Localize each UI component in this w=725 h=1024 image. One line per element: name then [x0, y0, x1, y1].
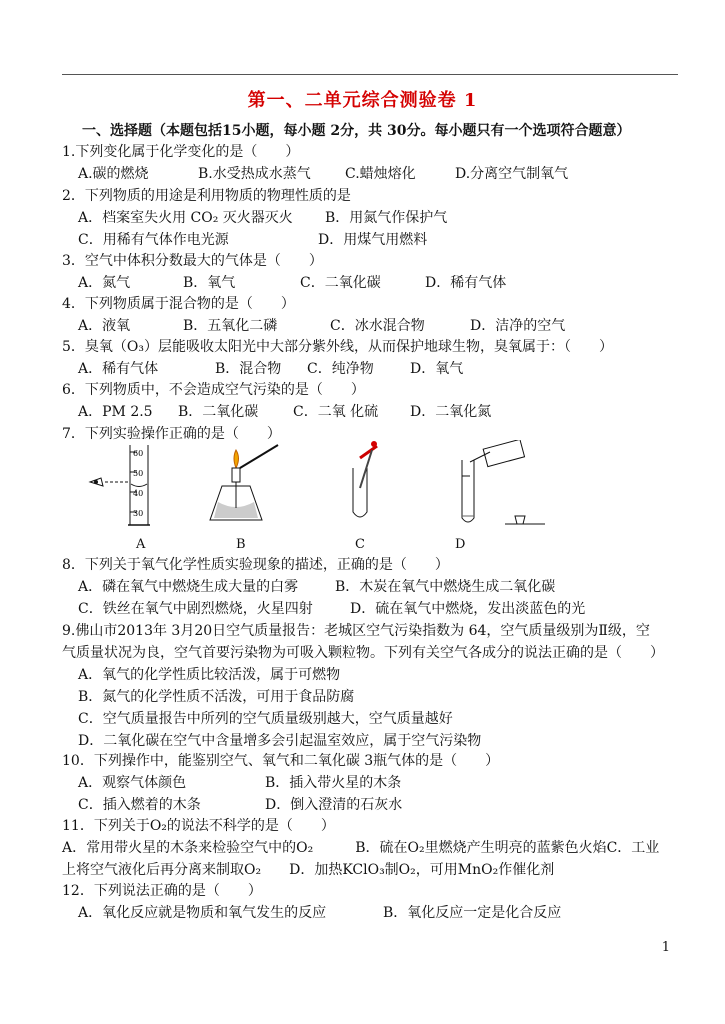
- question-4-stem: 4．下列物质属于混合物的是（ ）: [62, 296, 295, 312]
- question-12-stem: 12．下列说法正确的是（ ）: [62, 883, 262, 899]
- q6-option-b: B．二氧化碳: [178, 404, 259, 420]
- q8-option-c: C．铁丝在氧气中剧烈燃烧，火星四射: [78, 601, 313, 617]
- question-8-stem: 8．下列关于氧气化学性质实验现象的描述，正确的是（ ）: [62, 557, 449, 573]
- figure-label-b: B: [236, 537, 246, 552]
- q8-option-b: B．木炭在氧气中燃烧生成二氧化碳: [335, 579, 556, 595]
- question-9-stem-line1: 9.佛山市2013年 3月20日空气质量报告：老城区空气污染指数为 64，空气质量级别为Ⅱ级，空: [62, 623, 650, 639]
- q6-option-d: D．二氧化氮: [410, 404, 492, 420]
- q6-option-a: A．PM 2.5: [78, 404, 153, 420]
- q3-option-a: A．氮气: [78, 275, 131, 291]
- q9-option-a: A．氧气的化学性质比较活泼，属于可燃物: [78, 667, 341, 683]
- q5-option-a: A．稀有气体: [78, 361, 159, 377]
- question-11-options-line1: A．常用带火星的木条来检验空气中的O₂ B．硫在O₂里燃烧产生明亮的蓝紫色火焰C．工业: [62, 840, 660, 856]
- q9-option-d: D．二氧化碳在空气中含量增多会引起温室效应，属于空气污染物: [78, 733, 482, 749]
- q3-option-c: C．二氧化碳: [300, 275, 381, 291]
- q10-option-d: D．倒入澄清的石灰水: [265, 797, 403, 813]
- q4-option-c: C．冰水混合物: [330, 318, 425, 334]
- q3-option-b: B．氧气: [183, 275, 236, 291]
- q8-option-a: A．磷在氧气中燃烧生成大量的白雾: [78, 579, 299, 595]
- q4-option-a: A．液氧: [78, 318, 131, 334]
- q2-option-b: B．用氮气作保护气: [325, 210, 448, 226]
- question-11-options-line2: 上将空气液化后再分离来制取O₂ D．加热KClO₃制O₂，可用MnO₂作催化剂: [62, 862, 555, 878]
- q1-option-a: A.碳的燃烧: [78, 166, 149, 182]
- question-6-stem: 6．下列物质中，不会造成空气污染的是（ ）: [62, 382, 365, 398]
- question-10-stem: 10．下列操作中，能鉴别空气、氧气和二氧化碳 3瓶气体的是（ ）: [62, 753, 500, 769]
- lab-figures: [0, 440, 725, 550]
- q1-option-b: B.水受热成水蒸气: [198, 166, 311, 182]
- question-7-stem: 7．下列实验操作正确的是（ ）: [62, 426, 281, 442]
- q10-option-c: C．插入燃着的木条: [78, 797, 201, 813]
- q3-option-d: D．稀有气体: [425, 275, 507, 291]
- figure-label-a: A: [136, 537, 146, 552]
- q1-option-d: D.分离空气制氧气: [455, 166, 569, 182]
- q2-option-d: D．用煤气用燃料: [318, 232, 428, 248]
- q5-option-b: B．混合物: [215, 361, 282, 377]
- q10-option-b: B．插入带火星的木条: [265, 775, 402, 791]
- question-11-stem: 11．下列关于O₂的说法不科学的是（ ）: [62, 818, 335, 834]
- tick-label: 40: [133, 489, 144, 498]
- q9-option-b: B．氮气的化学性质不活泼，可用于食品防腐: [78, 689, 355, 705]
- q1-option-c: C.蜡烛熔化: [345, 166, 416, 182]
- q12-option-b: B．氧化反应一定是化合反应: [383, 905, 562, 921]
- header-rule: [62, 74, 678, 75]
- q4-option-b: B．五氧化二磷: [183, 318, 278, 334]
- section-heading: 一、选择题（本题包括15小题，每小题 2分，共 30分。每小题只有一个选项符合题意）: [82, 123, 631, 139]
- q2-option-c: C．用稀有气体作电光源: [78, 232, 229, 248]
- q6-option-c: C．二氧 化硫: [293, 404, 379, 420]
- question-1-stem: 1.下列变化属于化学变化的是（ ）: [62, 144, 300, 160]
- figure-label-c: C: [355, 537, 365, 552]
- question-5-stem: 5．臭氧（O₃）层能吸收太阳光中大部分紫外线，从而保护地球生物，臭氧属于：（ ）: [62, 339, 613, 355]
- question-9-stem-line2: 气质量状况为良，空气首要污染物为可吸入颗粒物。下列有关空气各成分的说法正确的是（ ）: [62, 645, 664, 661]
- figure-b-alcohol-lamp: [210, 445, 278, 520]
- figure-c-test-tube: [353, 441, 377, 517]
- q12-option-a: A．氧化反应就是物质和氧气发生的反应: [78, 905, 327, 921]
- tick-label: 60: [133, 449, 144, 458]
- question-2-stem: 2．下列物质的用途是利用物质的物理性质的是: [62, 188, 351, 204]
- tick-label: 50: [133, 469, 144, 478]
- figure-d-pouring: [462, 440, 545, 524]
- q10-option-a: A．观察气体颜色: [78, 775, 187, 791]
- q5-option-c: C．纯净物: [307, 361, 374, 377]
- question-3-stem: 3．空气中体积分数最大的气体是（ ）: [62, 253, 323, 269]
- tick-label: 30: [133, 509, 144, 518]
- q2-option-a: A．档案室失火用 CO₂ 灭火器灭火: [78, 210, 293, 226]
- figure-label-d: D: [455, 537, 466, 552]
- q4-option-d: D．洁净的空气: [470, 318, 566, 334]
- page-number: 1: [661, 940, 670, 955]
- page-title: 第一、二单元综合测验卷 1: [247, 90, 478, 111]
- q9-option-c: C．空气质量报告中所列的空气质量级别越大，空气质量越好: [78, 711, 453, 727]
- q8-option-d: D．硫在氧气中燃烧，发出淡蓝色的光: [350, 601, 586, 617]
- q5-option-d: D．氧气: [410, 361, 464, 377]
